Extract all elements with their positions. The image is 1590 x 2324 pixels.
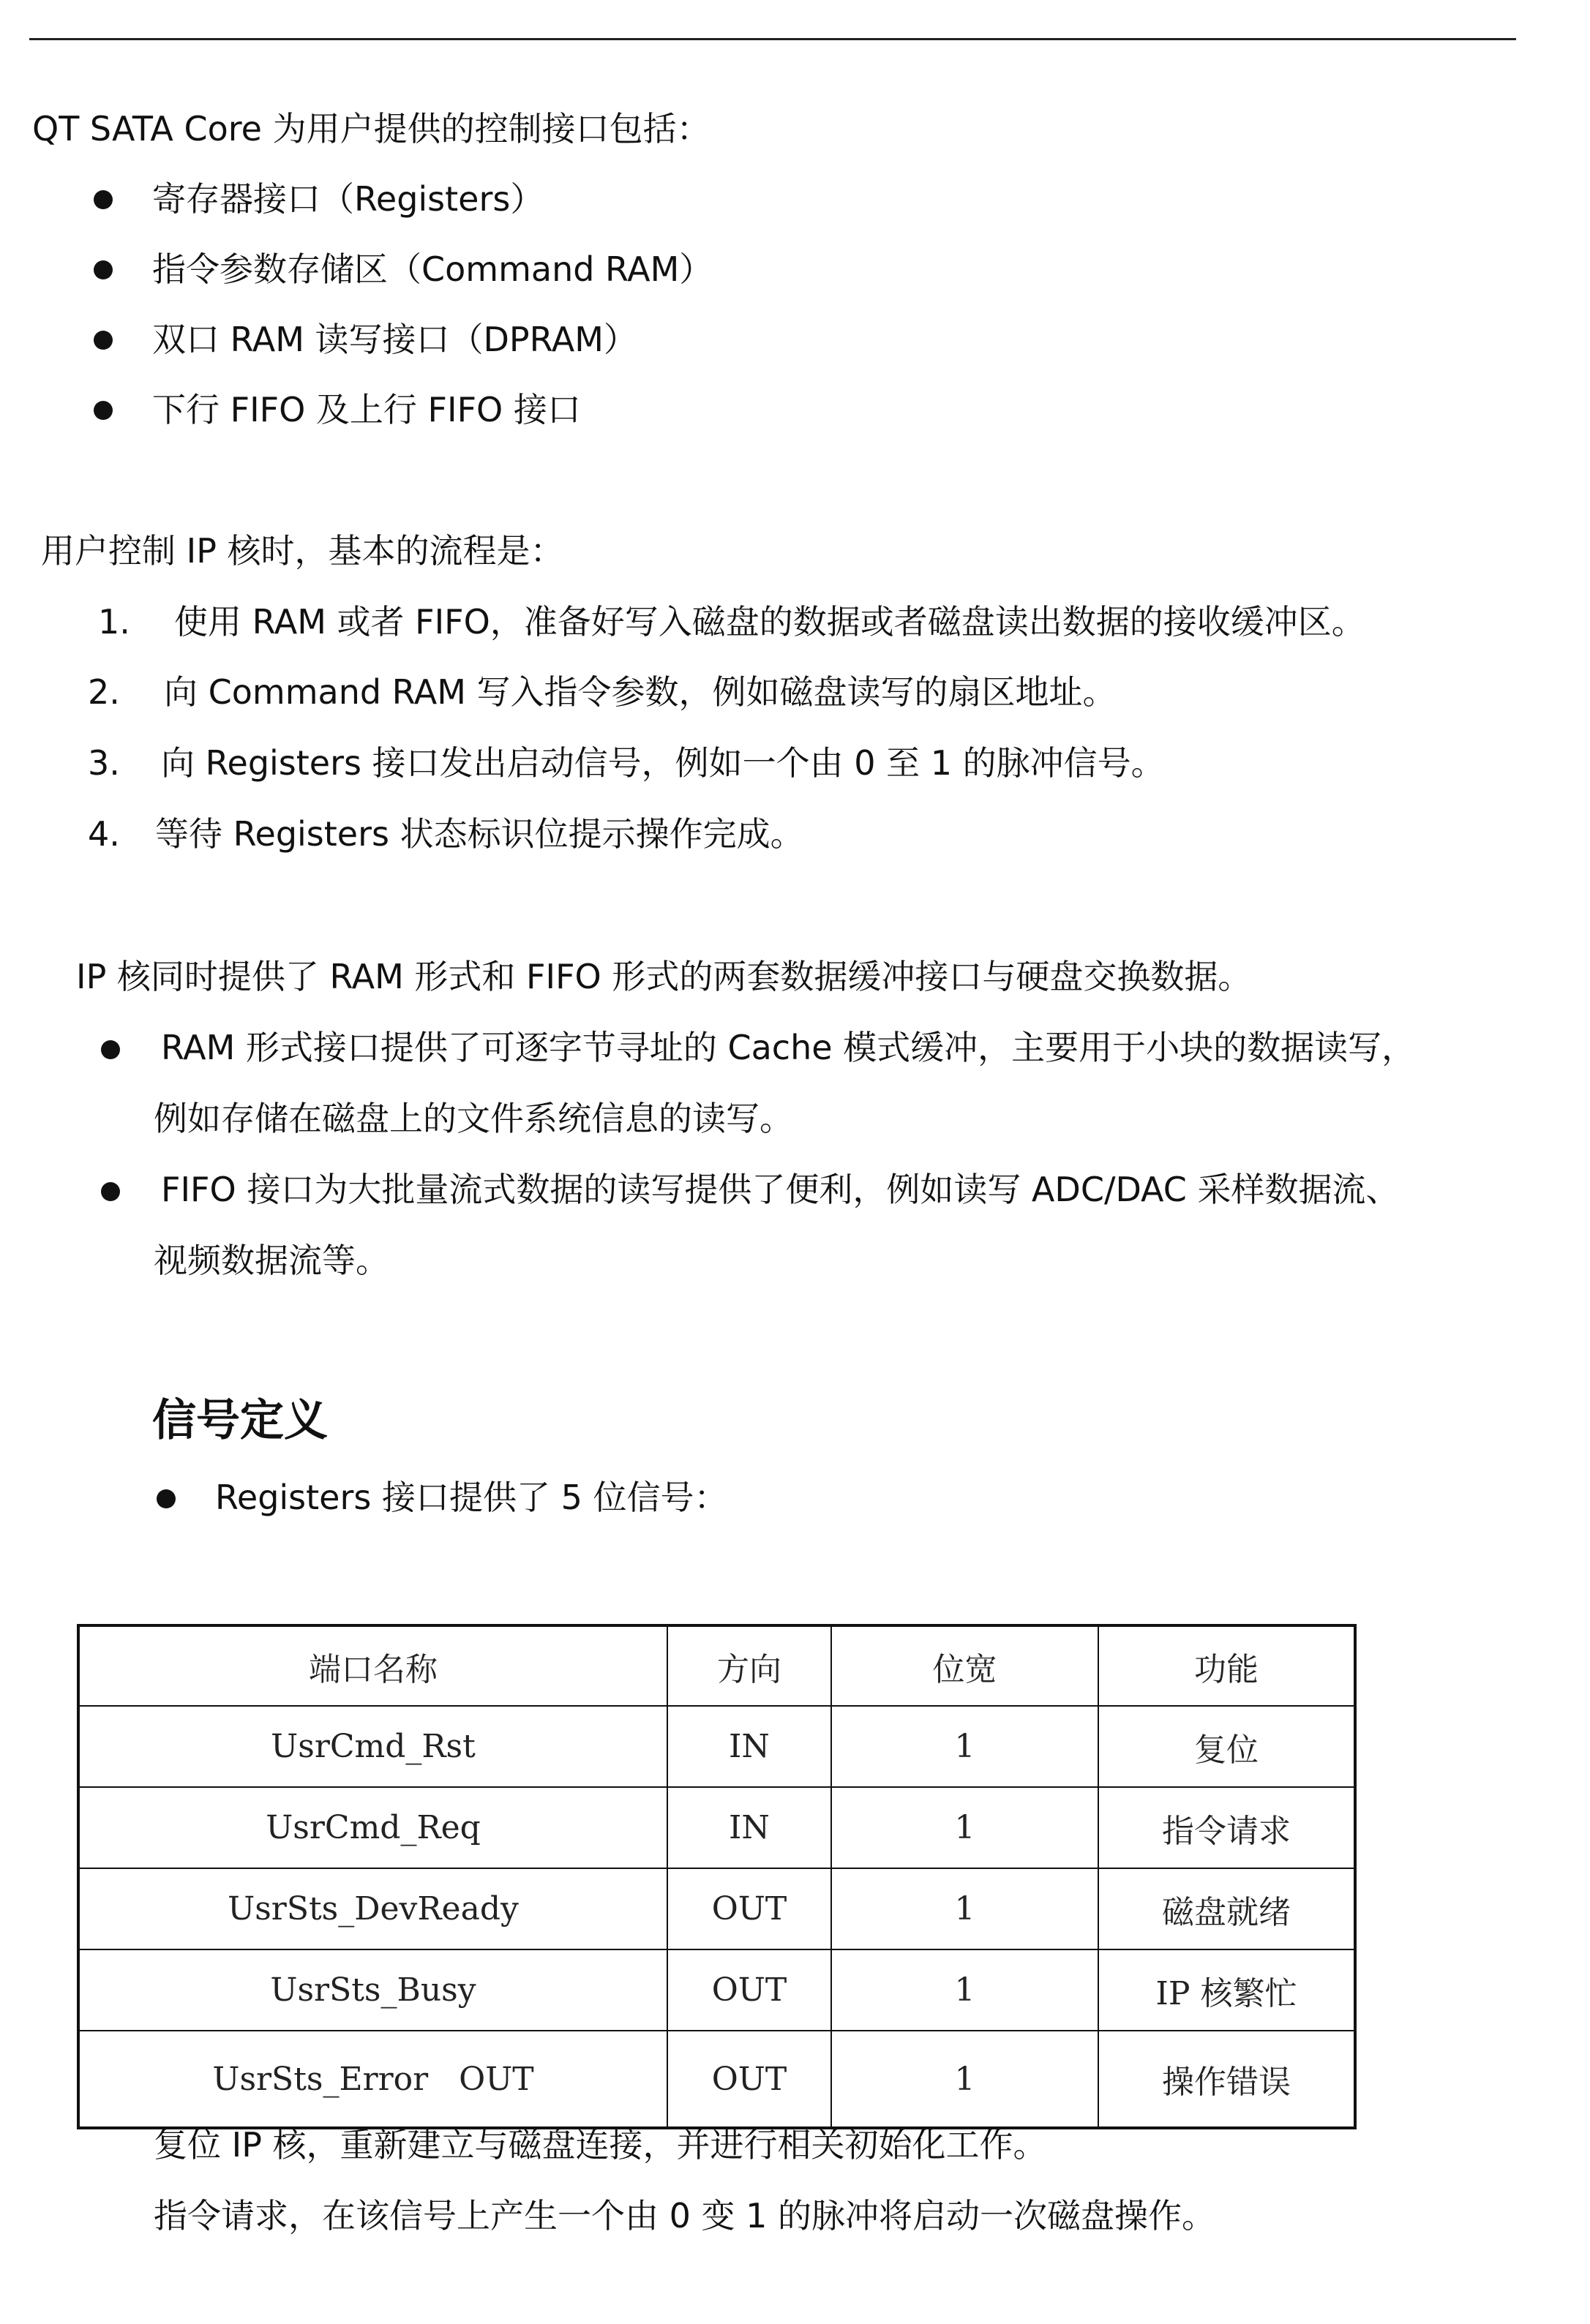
note-reset: 复位 IP 核，重新建立与磁盘连接，并进行相关初始化工作。 <box>154 2125 1047 2165</box>
cell-port: UsrSts_DevReady <box>78 1868 667 1949</box>
cell-function: IP 核繁忙 <box>1098 1949 1355 2031</box>
buffer-intro-text: IP 核同时提供了 RAM 形式和 FIFO 形式的两套数据缓冲接口与硬盘交换数据。 <box>76 957 1252 996</box>
bullet-icon <box>101 1182 120 1201</box>
cell-function: 指令请求 <box>1098 1787 1355 1868</box>
interface-item-registers: 寄存器接口（Registers） <box>152 179 544 219</box>
step-number: 3. <box>88 743 120 783</box>
step-text: 向 Command RAM 写入指令参数，例如磁盘读写的扇区地址。 <box>164 672 1117 712</box>
table-row <box>78 2031 1355 2128</box>
cell-port: UsrSts_Error OUT <box>78 2031 667 2128</box>
header-rule <box>29 38 1516 40</box>
interface-item-fifo: 下行 FIFO 及上行 FIFO 接口 <box>152 390 581 429</box>
cell-direction: IN <box>667 1787 831 1868</box>
cell-port: UsrSts_Busy <box>78 1949 667 2031</box>
cell-direction: IN <box>667 1706 831 1787</box>
cell-direction: OUT <box>667 1949 831 2031</box>
intro-text: QT SATA Core 为用户提供的控制接口包括： <box>32 109 710 148</box>
bullet-icon <box>94 190 113 209</box>
buffer-item-ram-line1: RAM 形式接口提供了可逐字节寻址的 Cache 模式缓冲，主要用于小块的数据读写， <box>161 1028 1416 1067</box>
signal-table <box>77 1624 1357 2129</box>
cell-width: 1 <box>831 1868 1098 1949</box>
cell-function: 操作错误 <box>1098 2031 1355 2128</box>
bullet-icon <box>94 331 113 350</box>
cell-width: 1 <box>831 1787 1098 1868</box>
table-row <box>78 1787 1355 1868</box>
registers-note: Registers 接口提供了 5 位信号： <box>215 1478 728 1517</box>
interface-item-dpram: 双口 RAM 读写接口（DPRAM） <box>152 320 637 359</box>
header-direction: 方向 <box>667 1625 831 1706</box>
header-width: 位宽 <box>831 1625 1098 1706</box>
table-header-row <box>78 1625 1355 1706</box>
cell-width: 1 <box>831 1706 1098 1787</box>
buffer-item-fifo-line1: FIFO 接口为大批量流式数据的读写提供了便利，例如读写 ADC/DAC 采样数据流、 <box>161 1170 1400 1209</box>
header-function: 功能 <box>1098 1625 1355 1706</box>
cell-port: UsrCmd_Rst <box>78 1706 667 1787</box>
interface-item-command-ram: 指令参数存储区（Command RAM） <box>152 249 713 289</box>
section-title: 信号定义 <box>152 1395 328 1446</box>
step-number: 1. <box>98 602 130 642</box>
bullet-icon <box>157 1489 176 1508</box>
table-row <box>78 1706 1355 1787</box>
cell-direction: OUT <box>667 1868 831 1949</box>
step-text: 等待 Registers 状态标识位提示操作完成。 <box>155 814 804 854</box>
header-port-name: 端口名称 <box>78 1625 667 1706</box>
buffer-item-fifo-line2: 视频数据流等。 <box>154 1241 389 1280</box>
step-text: 使用 RAM 或者 FIFO，准备好写入磁盘的数据或者磁盘读出数据的接收缓冲区。 <box>174 602 1365 642</box>
cell-width: 1 <box>831 2031 1098 2128</box>
cell-function: 复位 <box>1098 1706 1355 1787</box>
cell-width: 1 <box>831 1949 1098 2031</box>
step-text: 向 Registers 接口发出启动信号，例如一个由 0 至 1 的脉冲信号。 <box>161 743 1165 783</box>
cell-direction: OUT <box>667 2031 831 2128</box>
table-row <box>78 1868 1355 1949</box>
bullet-icon <box>101 1040 120 1059</box>
note-request: 指令请求，在该信号上产生一个由 0 变 1 的脉冲将启动一次磁盘操作。 <box>154 2196 1216 2235</box>
flow-intro-text: 用户控制 IP 核时，基本的流程是： <box>41 531 564 571</box>
bullet-icon <box>94 401 113 420</box>
bullet-icon <box>94 260 113 279</box>
cell-function: 磁盘就绪 <box>1098 1868 1355 1949</box>
step-number: 4. <box>88 814 120 854</box>
step-number: 2. <box>88 672 120 712</box>
table-row <box>78 1949 1355 2031</box>
buffer-item-ram-line2: 例如存储在磁盘上的文件系统信息的读写。 <box>154 1099 793 1138</box>
cell-port: UsrCmd_Req <box>78 1787 667 1868</box>
